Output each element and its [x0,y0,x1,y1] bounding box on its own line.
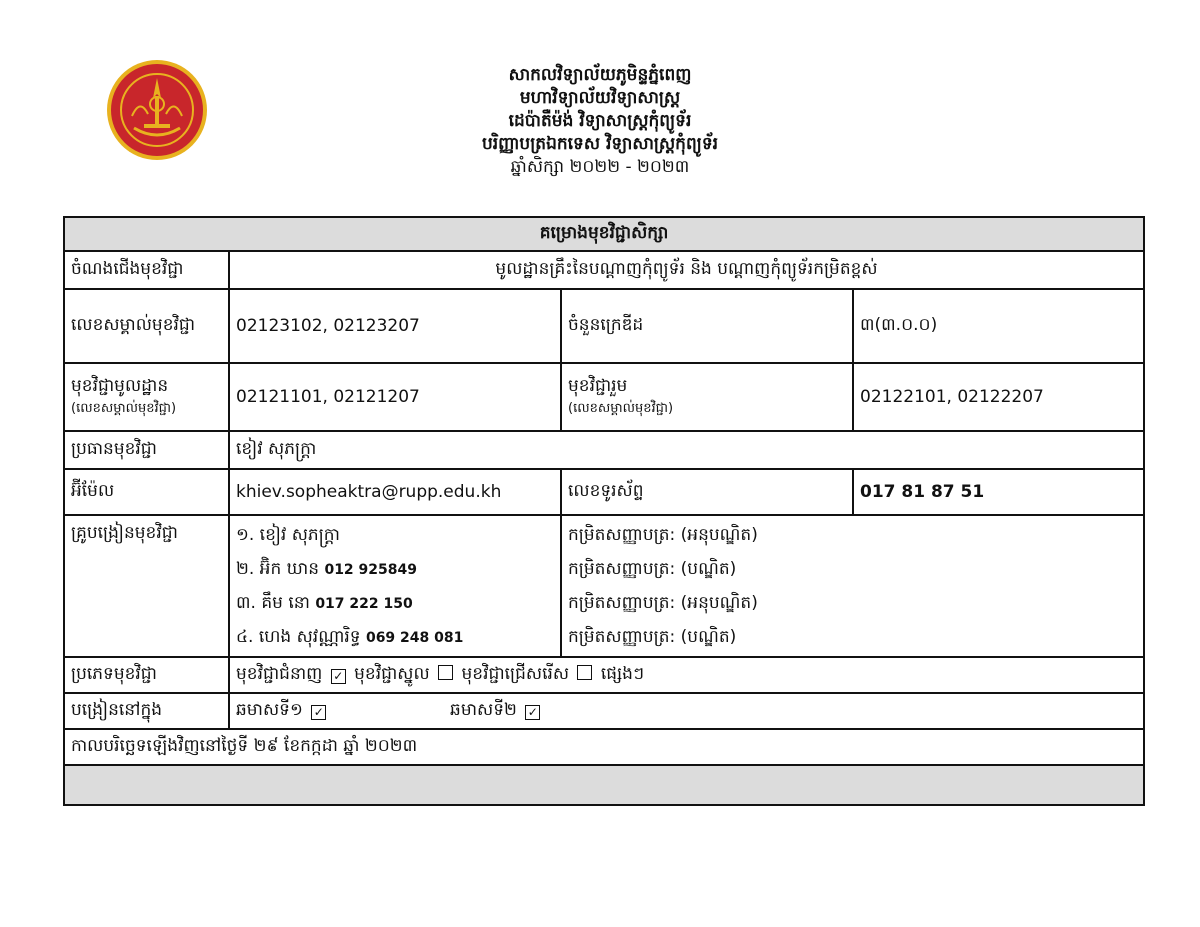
course-title-label: ចំណងជើងមុខវិជ្ជា [64,251,229,289]
university-name: សាកលវិទ្យាល័យភូមិន្ទភ្នំពេញ [508,65,692,85]
program-name: បរិញ្ញាបត្រឯកទេស វិទ្យាសាស្ត្រកុំព្យូទ័រ [481,133,719,154]
empty-box-icon[interactable] [438,665,453,680]
course-code-row [64,289,1144,363]
lecturer-item [236,620,554,654]
revision-date: កាលបរិច្ឆេទឡើងវិញនៅថ្ងៃទី ២៩ ខែកក្កដា ឆ្នាំ ២០២៣ [64,729,1144,765]
syllabus-table [63,216,1145,806]
checked-box-icon[interactable]: ✓ [311,705,326,720]
course-type-options [229,657,1144,693]
corequisite-value: 02122101, 02122207 [853,363,1144,431]
course-type-label: ប្រភេទមុខវិជ្ជា [64,657,229,693]
corequisite-label: មុខវិជ្ជារួម [568,376,628,396]
prerequisite-label-cell [64,363,229,431]
type-option-other: ផ្សេងៗ [600,663,645,684]
course-type-row [64,657,1144,693]
prerequisite-value: 02121101, 02121207 [229,363,561,431]
email-label: អ៊ីម៉ែល [64,469,229,515]
checked-box-icon[interactable]: ✓ [525,705,540,720]
lecturer-phone: 069 248 081 [365,630,464,646]
semester-1: ឆមាសទី១ [236,699,303,720]
lecturer-phone: 012 925849 [324,562,417,578]
credits-value: ៣(៣.០.០) [853,289,1144,363]
course-head-row [64,431,1144,469]
lecturer-item [236,552,554,586]
semester-options [229,693,1144,729]
empty-box-icon[interactable] [577,665,592,680]
corequisite-sublabel: (លេខសម្គាល់មុខវិជ្ជា) [568,401,674,416]
lecturer-name: ៣. គឹម នោ [236,593,310,613]
document-header [260,64,940,179]
prerequisite-row [64,363,1144,431]
phone-label: លេខទូរស័ព្ទ [561,469,853,515]
type-option-elective: មុខវិជ្ជាជ្រើសរើស [461,663,570,684]
course-code-value: 02123102, 02123207 [229,289,561,363]
corequisite-label-cell [561,363,853,431]
phone-value: 017 81 87 51 [853,469,1144,515]
lecturer-item [236,586,554,620]
faculty-name: មហាវិទ្យាល័យវិទ្យាសាស្ត្រ [519,87,681,108]
lecturer-item [236,518,554,552]
lecturers-names [229,515,561,657]
lecturers-row [64,515,1144,657]
lecturer-degree: កម្រិតសញ្ញាបត្រ: (អនុបណ្ឌិត) [568,525,758,545]
prerequisite-sublabel: (លេខសម្គាល់មុខវិជ្ជា) [71,401,177,416]
course-code-label: លេខសម្គាល់មុខវិជ្ជា [64,289,229,363]
course-title-row [64,251,1144,289]
table-title: គម្រោងមុខវិជ្ជាសិក្សា [64,217,1144,251]
footer-row [64,765,1144,805]
credits-label: ចំនួនក្រេឌីដ [561,289,853,363]
academic-year: ឆ្នាំសិក្សា ២០២២ - ២០២៣ [510,156,690,177]
revision-row [64,729,1144,765]
lecturer-degree: កម្រិតសញ្ញាបត្រ: (បណ្ឌិត) [568,559,737,579]
course-title-value: មូលដ្ឋានគ្រឹះនៃបណ្តាញកុំព្យូទ័រ និង បណ្តាញកុំព្យូទ័រកម្រិតខ្ពស់ [229,251,1144,289]
lecturer-degree: កម្រិតសញ្ញាបត្រ: (អនុបណ្ឌិត) [568,593,758,613]
course-head-label: ប្រធានមុខវិជ្ជា [64,431,229,469]
table-title-row [64,217,1144,251]
lecturer-name: ២. អ៊ិក ឃាន [236,559,320,579]
semester-2: ឆមាសទី២ [450,699,517,720]
checked-box-icon[interactable]: ✓ [331,669,346,684]
department-name: ដេប៉ាតឺម៉ង់ វិទ្យាសាស្ត្រកុំព្យូទ័រ [508,110,692,131]
lecturer-degree: កម្រិតសញ្ញាបត្រ: (បណ្ឌិត) [568,627,737,647]
lecturer-name: ៤. ហេង សុវណ្ណារិទ្ធ [236,627,361,647]
type-option-core: មុខវិជ្ជាស្នូល [354,663,430,684]
lecturer-phone: 017 222 150 [315,596,413,612]
lecturer-name: ១. ខៀវ សុភក្ត្រា [236,525,340,545]
semester-label: បង្រៀននៅក្នុង [64,693,229,729]
lecturers-degrees [561,515,1144,657]
semester-row [64,693,1144,729]
type-option-specialized: មុខវិជ្ជាជំនាញ [236,663,323,684]
course-head-value: ខៀវ សុភក្ត្រា [229,431,1144,469]
prerequisite-label: មុខវិជ្ជាមូលដ្ឋាន [71,376,169,396]
lecturers-label: គ្រូបង្រៀនមុខវិជ្ជា [64,515,229,657]
university-logo [104,58,210,162]
contact-row [64,469,1144,515]
email-value[interactable]: khiev.sopheaktra@rupp.edu.kh [229,469,561,515]
